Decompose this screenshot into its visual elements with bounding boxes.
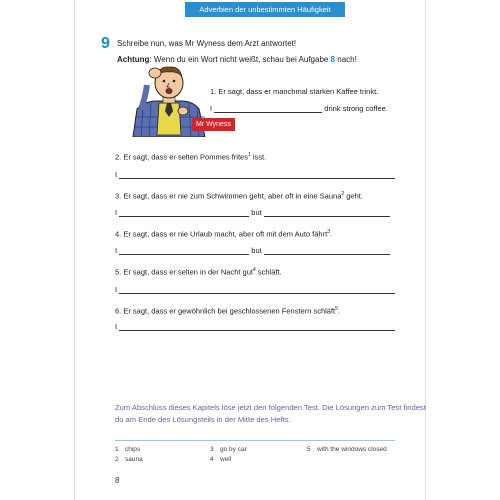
exercise-number: 9 [101,35,110,52]
footnote-2-text: sauna [125,456,143,463]
workbook-page [75,0,425,500]
footnote-3-number: 3 [210,446,214,453]
question-4-text [115,229,332,239]
answer-1-prefix: I [210,104,213,113]
footnote-3 [210,446,247,453]
footnote-ref-3: 3 [327,229,330,235]
achtung-note [117,55,357,64]
answer-6-blank[interactable] [119,322,395,331]
question-1-text [210,87,378,96]
footnote-4 [210,456,231,463]
footnote-ref-2: 2 [341,191,345,197]
answer-line-4 [115,246,390,255]
question-2-sentence: 2. Er sagt, dass er selten Pommes frites [115,152,248,162]
answer-1-suffix: drink strong coffee. [324,104,388,113]
answer-line-3 [115,208,390,217]
footnote-2-number: 2 [115,456,119,463]
answer-4-mid: but [251,246,262,255]
question-5-end: schläft. [255,267,282,277]
exercise-instruction: Schreibe nun, was Mr Wyness dem Arzt antwortet! [117,39,297,48]
footnote-1-text: chips [125,446,141,453]
footnote-ref-1: 1 [247,152,251,158]
footnote-ref-4: 4 [253,267,256,273]
chapter-test-note: Zum Abschluss dieses Kapitels löse jetzt den folgenden Test. Die Lösungen zum Test findest du am Ende des Lösungsteils in der Mitte des Hefts. [115,403,426,424]
footnote-5 [307,446,387,453]
footnote-5-number: 5 [307,446,311,453]
page-number: 8 [115,476,120,485]
answer-5-prefix: I [115,285,118,294]
footnote-4-text: well [220,456,232,463]
question-3-sentence: 3. Er sagt, dass er nie zum Schwimmen geht, aber oft in eine Sauna [115,191,342,201]
answer-line-1 [210,104,388,113]
question-4-sentence: 4. Er sagt, dass er nie Urlaub macht, aber oft mit dem Auto fährt [115,229,328,239]
answer-line-5 [115,285,395,294]
achtung-end: nach! [335,55,357,64]
question-5-sentence: 5. Er sagt, dass er selten in der Nacht gut [115,267,253,277]
question-5-text [115,267,282,277]
character-name-tag: Mr Wyness [192,118,235,131]
footnote-divider [115,440,395,441]
answer-3-blank-2[interactable] [264,208,390,217]
answer-2-prefix: I [115,170,118,179]
question-6-text [115,306,340,316]
answer-3-blank-1[interactable] [119,208,249,217]
question-3-text [115,191,363,201]
question-2-text [115,152,266,162]
answer-line-6 [115,322,395,331]
achtung-text: : Wenn du ein Wort nicht weißt, schau bei Aufgabe [149,55,331,64]
footnote-2 [115,456,143,463]
answer-4-prefix: I [115,246,118,255]
answer-4-blank-1[interactable] [119,246,249,255]
question-1-sentence: 1. Er sagt, dass er manchmal starken Kaffee trinkt. [210,87,379,96]
question-3-end: geht. [344,191,363,201]
answer-6-prefix: I [115,322,118,331]
question-4-end: . [329,229,333,239]
answer-line-2 [115,170,395,179]
answer-5-blank[interactable] [119,285,395,294]
answer-4-blank-2[interactable] [264,246,390,255]
question-2-end: isst. [250,152,267,162]
answer-3-mid: but [251,208,262,217]
footnote-3-text: go by car [220,446,247,453]
answer-2-blank[interactable] [119,170,395,179]
achtung-label: Achtung [117,55,150,64]
footnote-4-number: 4 [210,456,214,463]
footnote-1-number: 1 [115,446,119,453]
achtung-ref: 8 [330,55,336,64]
question-6-sentence: 6. Er sagt, dass er gewöhnlich bei geschlossenen Fenstern schläft [115,306,336,316]
section-header: Adverbien der unbestimmten Häufigkeit [185,2,345,17]
answer-3-prefix: I [115,208,118,217]
footnote-ref-5: 5 [335,306,338,312]
footnote-1 [115,446,140,453]
footnote-5-text: with the windows closed [317,446,387,453]
answer-1-blank[interactable] [214,104,322,113]
question-6-end: . [337,306,340,316]
